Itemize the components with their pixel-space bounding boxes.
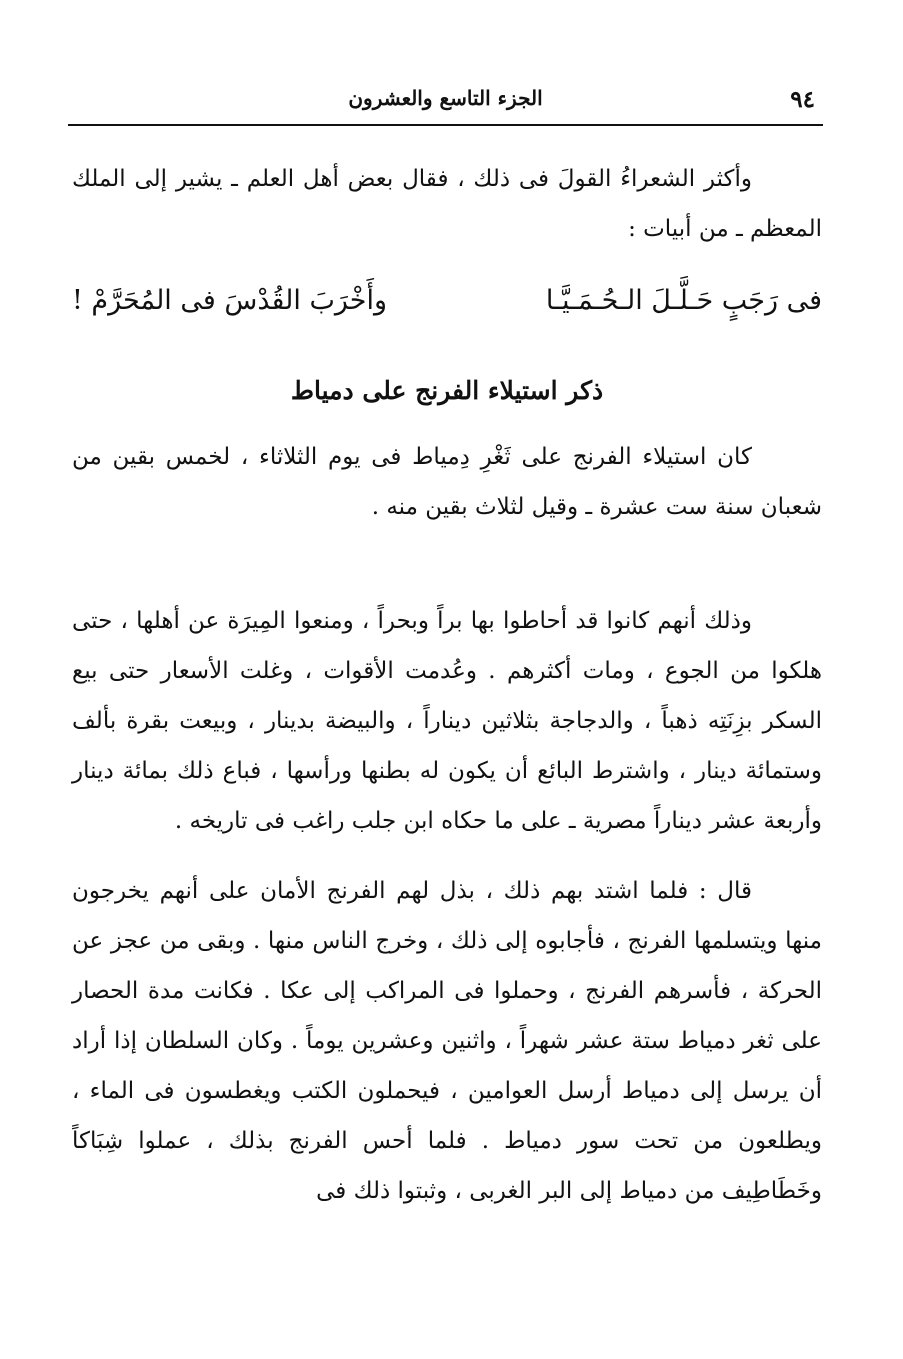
section-heading: ذكر استيلاء الفرنج على دمياط: [290, 376, 604, 405]
verse-first-hemistich: فى رَجَبٍ حَـلَّـلَ الـحُـمَـيَّـا: [545, 285, 822, 316]
poem-verse: [72, 276, 822, 326]
page-number: ٩٤: [790, 86, 815, 113]
running-title: الجزء التاسع والعشرون: [348, 86, 543, 110]
intro-paragraph: وأكثر الشعراءُ القولَ فى ذلك ، فقال بعض أهل العلم ـ يشير إلى الملك المعظم ـ من أبيات :: [72, 166, 822, 242]
page-body: [72, 154, 822, 1216]
header-rule: [68, 124, 823, 126]
page-header: [68, 82, 823, 122]
verse-second-hemistich: وأَخْرَبَ القُدْسَ فى المُحَرَّمْ !: [72, 285, 388, 316]
paragraph-1: كان استيلاء الفرنج على ثَغْرِ دِمياط فى يوم الثلاثاء ، لخمس بقين من شعبان سنة ست عشرة ـ وقيل لثلاث بقين منه .: [72, 444, 822, 520]
paragraph-2: وذلك أنهم كانوا قد أحاطوا بها براً وبحراً ، ومنعوا المِيرَة عن أهلها ، حتى هلكوا من الجوع ، ومات أكثرهم . وعُدمت الأقوات ، وغلت الأسعار حتى بيع السكر بزِنَتِه ذهباً ، والدجاجة بثلاثين ديناراً ، والبيضة بدينار ، وبيعت بقرة بألف وستمائة دينار ، واشترط البائع أن يكون له بطنها ورأسها ، فباع ذلك بمائة دينار وأربعة عشر ديناراً مصرية ـ على ما حكاه ابن جلب راغب فى تاريخه .: [72, 608, 822, 834]
paragraph-3: قال : فلما اشتد بهم ذلك ، بذل لهم الفرنج الأمان على أنهم يخرجون منها ويتسلمها الفرنج ، فأجابوه إلى ذلك ، وخرج الناس منها . وبقى من عجز عن الحركة ، فأسرهم الفرنج ، وحملوا فى المراكب إلى عكا . فكانت مدة الحصار على ثغر دمياط ستة عشر شهراً ، واثنين وعشرين يوماً . وكان السلطان إذا أراد أن يرسل إلى دمياط أرسل العوامين ، فيحملون الكتب ويغطسون فى الماء ، ويطلعون من تحت سور دمياط . فلما أحس الفرنج بذلك ، عملوا شِبَاكاً وخَطَاطِيف من دمياط إلى البر الغربى ، وثبتوا ذلك فى: [72, 878, 822, 1204]
